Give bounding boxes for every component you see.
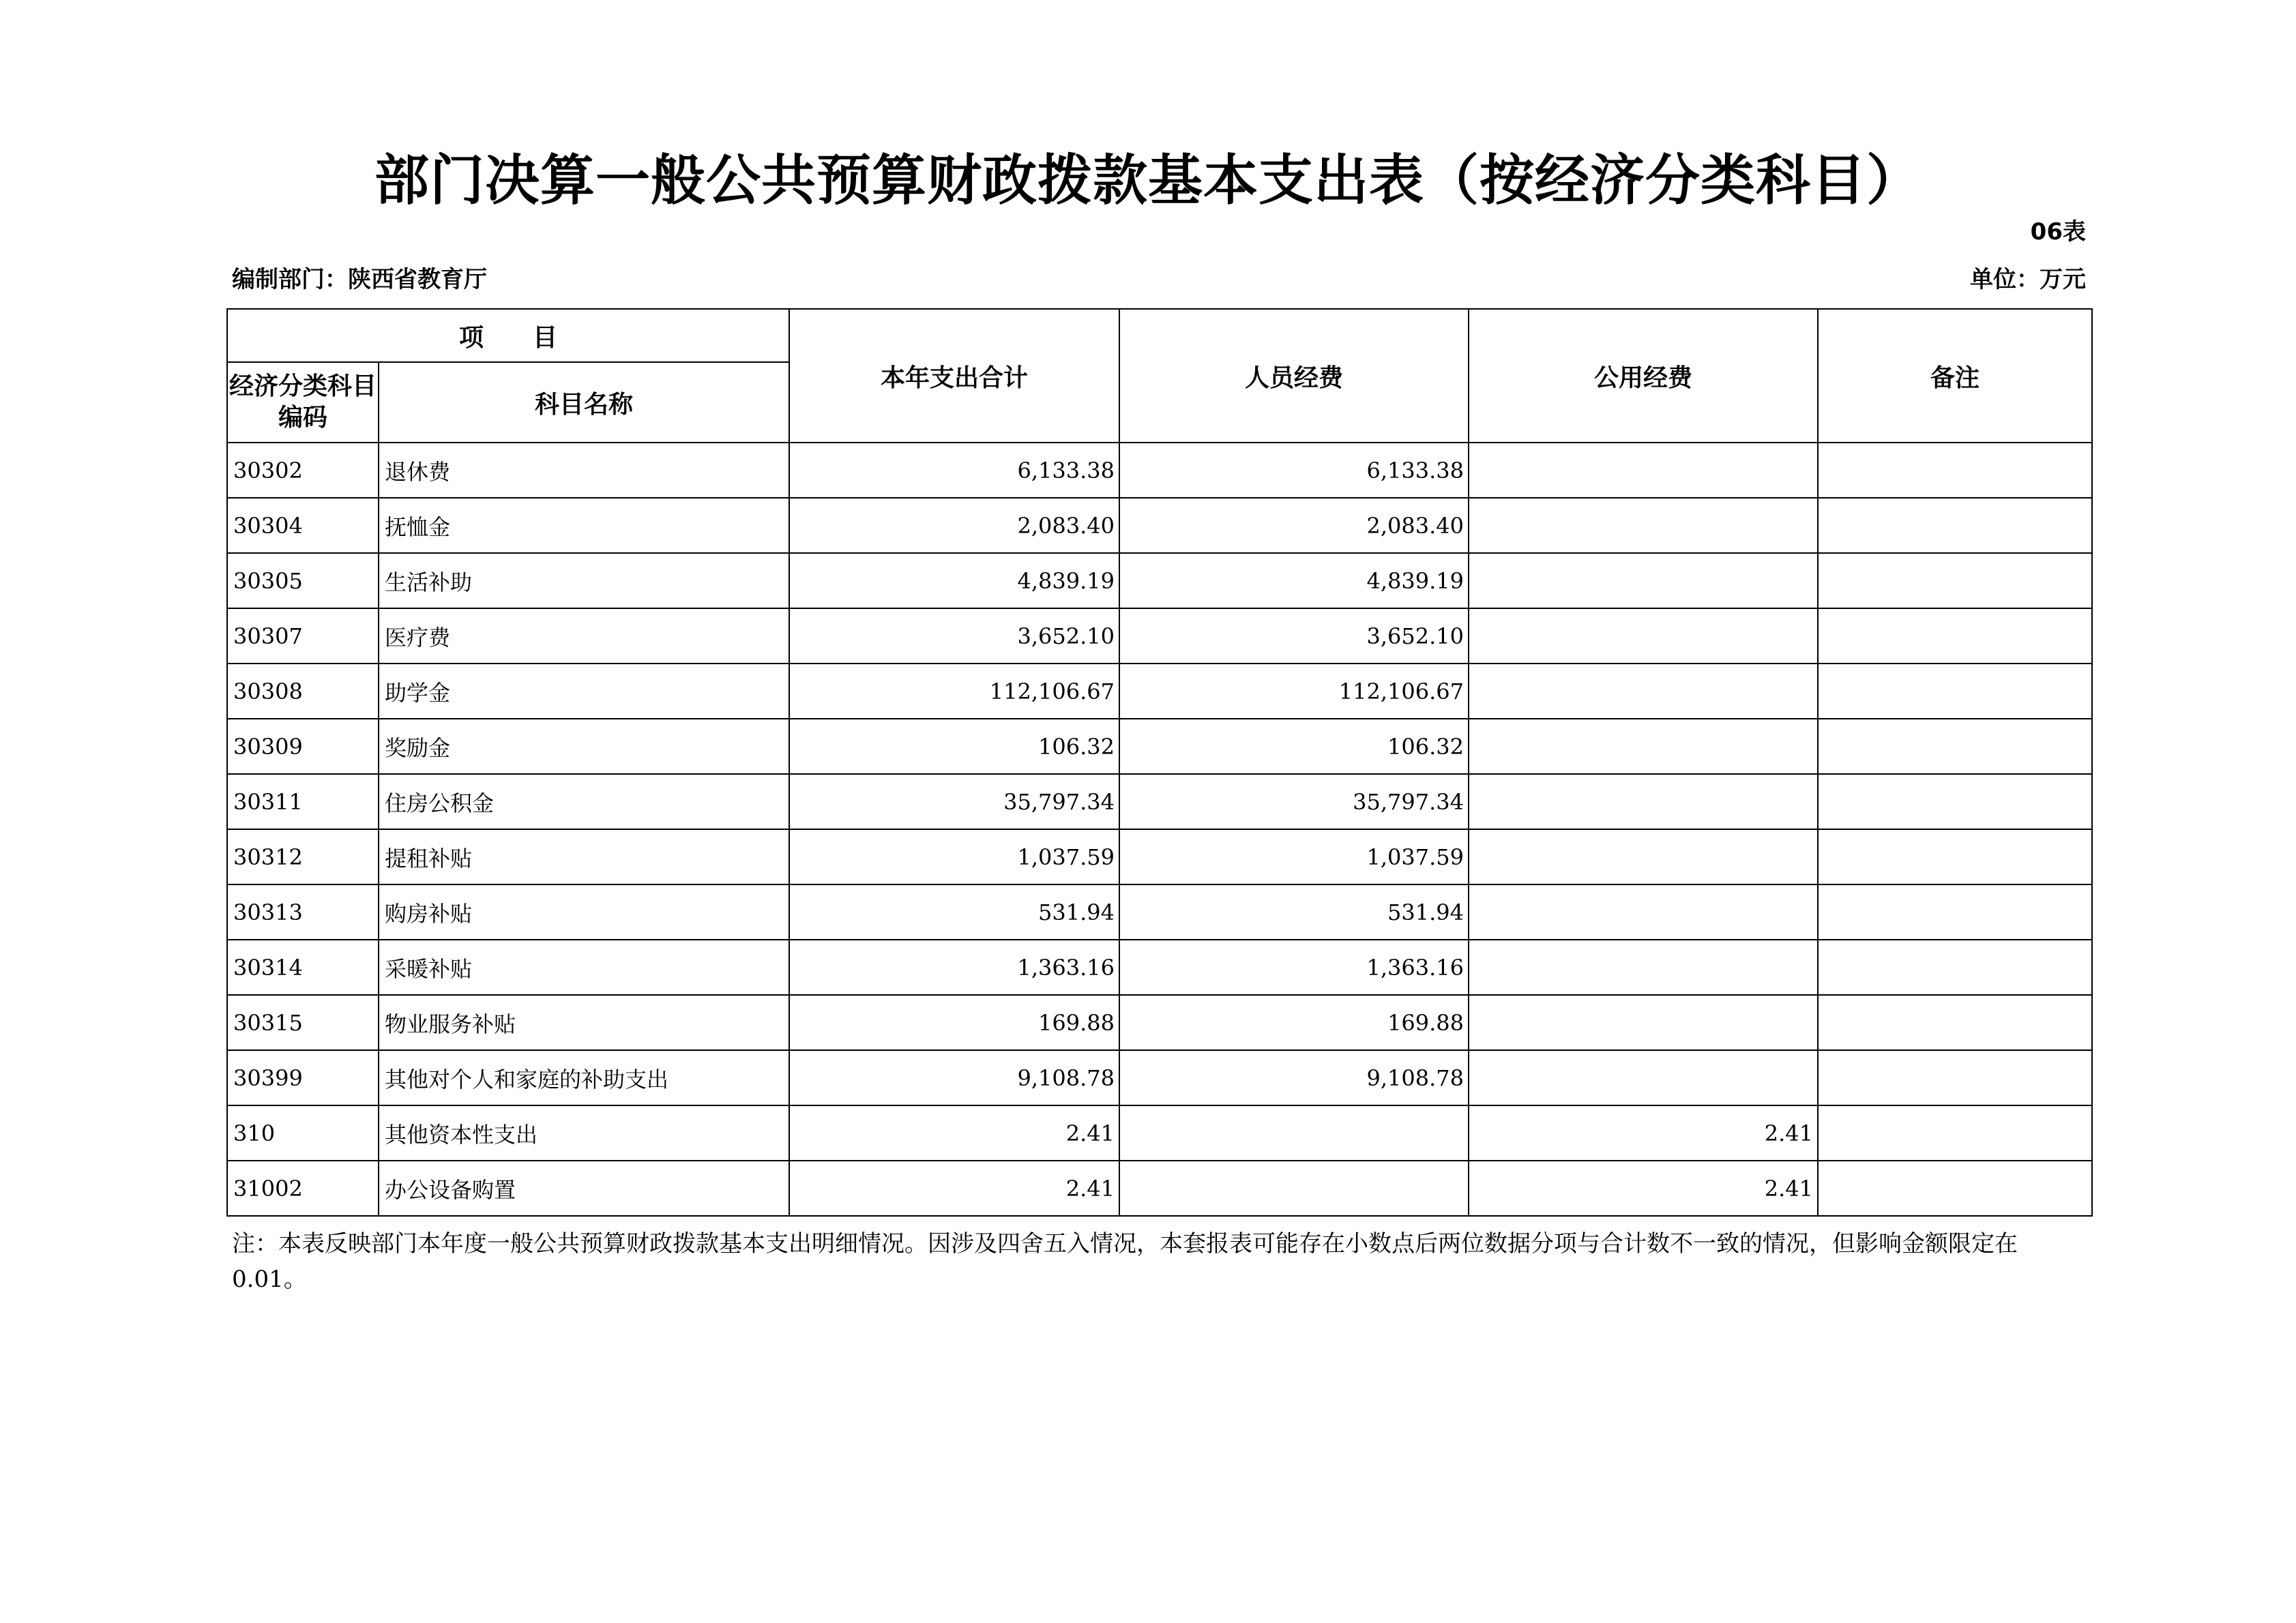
cell-code: 30313 [227,884,379,940]
cell-remark [1818,884,2092,940]
table-row [227,608,2092,664]
cell-code: 30311 [227,774,379,829]
cell-total: 4,839.19 [789,553,1119,608]
cell-total: 9,108.78 [789,1050,1119,1105]
cell-name: 奖励金 [379,719,789,774]
table-row [227,1161,2092,1216]
cell-public [1469,664,1818,719]
cell-total: 531.94 [789,884,1119,940]
cell-personnel: 3,652.10 [1119,608,1469,664]
cell-total: 2.41 [789,1161,1119,1216]
table-row [227,829,2092,884]
header-public: 公用经费 [1469,309,1818,443]
cell-code: 310 [227,1105,379,1161]
cell-name: 退休费 [379,443,789,498]
cell-personnel: 112,106.67 [1119,664,1469,719]
cell-public [1469,498,1818,553]
cell-public: 2.41 [1469,1161,1818,1216]
table-row [227,1050,2092,1105]
cell-name: 其他对个人和家庭的补助支出 [379,1050,789,1105]
cell-name: 其他资本性支出 [379,1105,789,1161]
table-body [227,443,2092,1216]
cell-code: 30315 [227,995,379,1050]
cell-personnel: 2,083.40 [1119,498,1469,553]
header-code: 经济分类科目编码 [227,362,379,443]
cell-public [1469,443,1818,498]
cell-code: 30308 [227,664,379,719]
cell-code: 31002 [227,1161,379,1216]
cell-public [1469,940,1818,995]
cell-public [1469,995,1818,1050]
cell-code: 30307 [227,608,379,664]
cell-personnel: 1,363.16 [1119,940,1469,995]
page-title: 部门决算一般公共预算财政拨款基本支出表（按经济分类科目） [374,149,1922,212]
cell-name: 采暖补贴 [379,940,789,995]
table-row [227,498,2092,553]
footnote: 注：本表反映部门本年度一般公共预算财政拨款基本支出明细情况。因涉及四舍五入情况，本套报表可能存在小数点后两位数据分项与合计数不一致的情况，但影响金额限定在0.01。 [232,1230,2018,1293]
cell-name: 抚恤金 [379,498,789,553]
cell-total: 2.41 [789,1105,1119,1161]
cell-personnel: 106.32 [1119,719,1469,774]
table-row [227,940,2092,995]
compiling-department: 编制部门：陕西省教育厅 [232,266,487,293]
cell-name: 提租补贴 [379,829,789,884]
cell-name: 生活补助 [379,553,789,608]
cell-personnel: 35,797.34 [1119,774,1469,829]
cell-personnel: 9,108.78 [1119,1050,1469,1105]
cell-remark [1818,1050,2092,1105]
cell-remark [1818,940,2092,995]
cell-public [1469,719,1818,774]
cell-public [1469,1050,1818,1105]
cell-code: 30305 [227,553,379,608]
cell-remark [1818,995,2092,1050]
header-personnel: 人员经费 [1119,309,1469,443]
cell-public [1469,553,1818,608]
header-total: 本年支出合计 [789,309,1119,443]
cell-public: 2.41 [1469,1105,1818,1161]
table-row [227,774,2092,829]
cell-total: 1,363.16 [789,940,1119,995]
table-row [227,664,2092,719]
cell-code: 30312 [227,829,379,884]
table-header [227,309,2092,443]
cell-personnel: 6,133.38 [1119,443,1469,498]
expenditure-table [226,308,2093,1217]
cell-personnel: 169.88 [1119,995,1469,1050]
header-remark: 备注 [1818,309,2092,443]
cell-total: 169.88 [789,995,1119,1050]
cell-code: 30314 [227,940,379,995]
cell-remark [1818,1105,2092,1161]
cell-name: 办公设备购置 [379,1161,789,1216]
cell-remark [1818,719,2092,774]
table-row [227,884,2092,940]
table-row [227,995,2092,1050]
cell-remark [1818,774,2092,829]
cell-personnel [1119,1161,1469,1216]
cell-remark [1818,553,2092,608]
cell-remark [1818,664,2092,719]
cell-total: 35,797.34 [789,774,1119,829]
cell-code: 30302 [227,443,379,498]
cell-total: 1,037.59 [789,829,1119,884]
cell-remark [1818,608,2092,664]
table-row [227,719,2092,774]
cell-name: 物业服务补贴 [379,995,789,1050]
cell-total: 112,106.67 [789,664,1119,719]
table-row [227,1105,2092,1161]
cell-name: 住房公积金 [379,774,789,829]
cell-remark [1818,443,2092,498]
header-name: 科目名称 [379,362,789,443]
unit-label: 单位：万元 [1970,266,2086,293]
table-row [227,553,2092,608]
cell-name: 医疗费 [379,608,789,664]
cell-code: 30304 [227,498,379,553]
cell-public [1469,884,1818,940]
header-project: 项 目 [227,309,789,362]
cell-total: 3,652.10 [789,608,1119,664]
cell-remark [1818,498,2092,553]
cell-public [1469,829,1818,884]
cell-code: 30309 [227,719,379,774]
cell-code: 30399 [227,1050,379,1105]
cell-personnel: 531.94 [1119,884,1469,940]
cell-total: 6,133.38 [789,443,1119,498]
cell-public [1469,608,1818,664]
cell-remark [1818,829,2092,884]
cell-personnel [1119,1105,1469,1161]
table-number: 06表 [2030,218,2086,245]
cell-public [1469,774,1818,829]
table-row [227,443,2092,498]
cell-personnel: 1,037.59 [1119,829,1469,884]
cell-total: 106.32 [789,719,1119,774]
cell-total: 2,083.40 [789,498,1119,553]
cell-remark [1818,1161,2092,1216]
cell-personnel: 4,839.19 [1119,553,1469,608]
cell-name: 购房补贴 [379,884,789,940]
cell-name: 助学金 [379,664,789,719]
